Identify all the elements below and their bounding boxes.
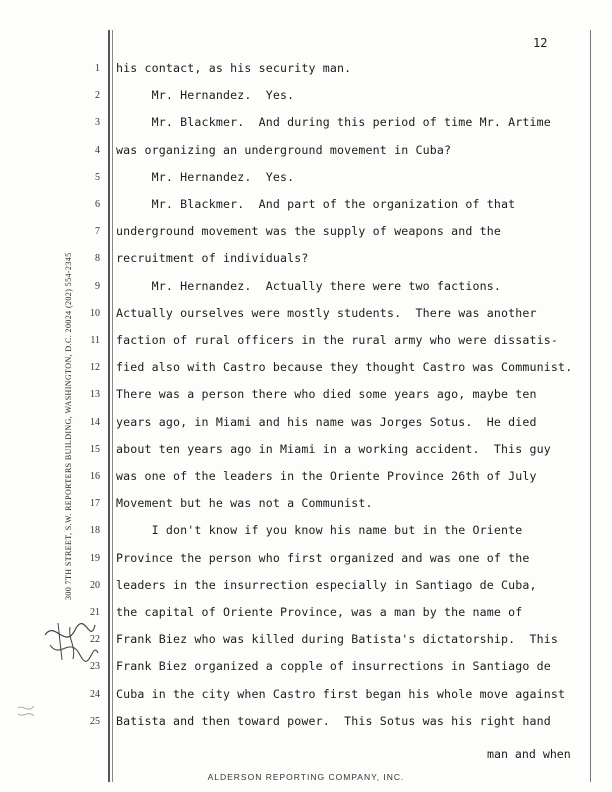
line-text: Mr. Blackmer. And part of the organization of that [116,197,516,211]
continuation-text: man and when [487,747,571,761]
line-number: 24 [90,688,100,700]
line-number: 12 [90,362,100,374]
line-number: 4 [95,144,100,156]
line-number: 14 [90,416,100,428]
transcript-line [0,360,612,380]
line-number: 1 [95,63,100,74]
line-text: Cuba in the city when Castro first began his whole move against [116,686,566,701]
line-number: 21 [90,607,100,618]
line-text: Batista and then toward power. This Sotus was his right hand [116,713,551,728]
transcript-line [0,551,612,571]
line-text: was one of the leaders in the Oriente Province 26th of July [116,469,537,483]
line-text: underground movement was the supply of weapons and the [116,224,502,239]
transcript-line [0,415,612,435]
transcript-line [0,170,612,190]
transcript-line [0,333,612,353]
transcript-line [0,605,612,625]
line-text: fied also with Castro because they thought Castro was Communist. [116,360,573,375]
line-text: Movement but he was not a Communist. [116,496,373,511]
transcript-line [0,61,612,81]
transcript-line [0,251,612,271]
line-number: 13 [90,389,100,401]
transcript-line [0,659,612,679]
line-number: 2 [95,90,100,102]
page-number: 12 [533,36,548,50]
line-number: 6 [95,199,100,210]
line-text: recruitment of individuals? [116,251,309,266]
line-number: 5 [95,171,100,183]
transcript-line [0,523,612,543]
line-text: Province the person who first organized and was one of the [116,550,530,565]
reporter-address-vertical: 300 7TH STREET, S.W. REPORTERS BUILDING, WASHINGTON, D.C. 20024 (202) 554-2345 [64,252,73,600]
line-text: Frank Biez who was killed during Batista's dictatorship. This [116,632,559,647]
line-text: Mr. Blackmer. And during this period of time Mr. Artime [116,115,551,130]
line-number: 7 [95,226,100,238]
line-text: Mr. Hernandez. Yes. [116,88,295,103]
line-text: was organizing an underground movement in Cuba? [116,142,452,157]
transcript-line [0,687,612,707]
line-number: 16 [90,471,100,482]
line-text: faction of rural officers in the rural army who were dissatis- [116,333,559,347]
transcript-line [0,714,612,734]
transcript-line [0,115,612,135]
line-text: the capital of Oriente Province, was a man by the name of [116,605,523,619]
line-number: 3 [95,117,100,129]
line-text: I don't know if you know his name but in the Oriente [116,523,523,538]
line-text: about ten years ago in Miami in a working accident. This guy [116,441,551,456]
line-text: Frank Biez organized a copple of insurrections in Santiago de [116,659,551,674]
line-number: 15 [90,443,100,455]
line-text: years ago, in Miami and his name was Jorges Sotus. He died [116,414,537,429]
transcript-line [0,224,612,244]
transcript-line [0,496,612,516]
transcript-line [0,88,612,108]
reporting-company-footer: ALDERSON REPORTING COMPANY, INC. [207,772,405,782]
transcript-line [0,387,612,407]
line-number: 9 [95,280,100,292]
line-number: 8 [95,253,100,265]
line-text: There was a person there who died some years ago, maybe ten [116,387,537,402]
transcript-line [0,306,612,326]
line-number: 18 [90,525,100,537]
line-text: Actually ourselves were mostly students. There was another [116,305,537,320]
line-number: 25 [90,715,100,727]
line-number: 17 [90,498,100,510]
transcript-line [0,632,612,652]
line-text: leaders in the insurrection especially in Santiago de Cuba, [116,577,537,592]
line-number: 11 [90,335,100,346]
transcript-line [0,442,612,462]
line-number: 20 [90,579,100,591]
line-text: Mr. Hernandez. Actually there were two factions. [116,278,502,293]
transcript-line [0,197,612,217]
line-text: Mr. Hernandez. Yes. [116,169,295,184]
line-number: 23 [90,661,100,673]
transcript-line [0,279,612,299]
transcript-line [0,578,612,598]
transcript-line [0,143,612,163]
line-number: 22 [90,634,100,646]
line-number: 19 [90,552,100,564]
line-number: 10 [90,307,100,319]
transcript-line [0,469,612,489]
line-text: his contact, as his security man. [116,61,352,75]
